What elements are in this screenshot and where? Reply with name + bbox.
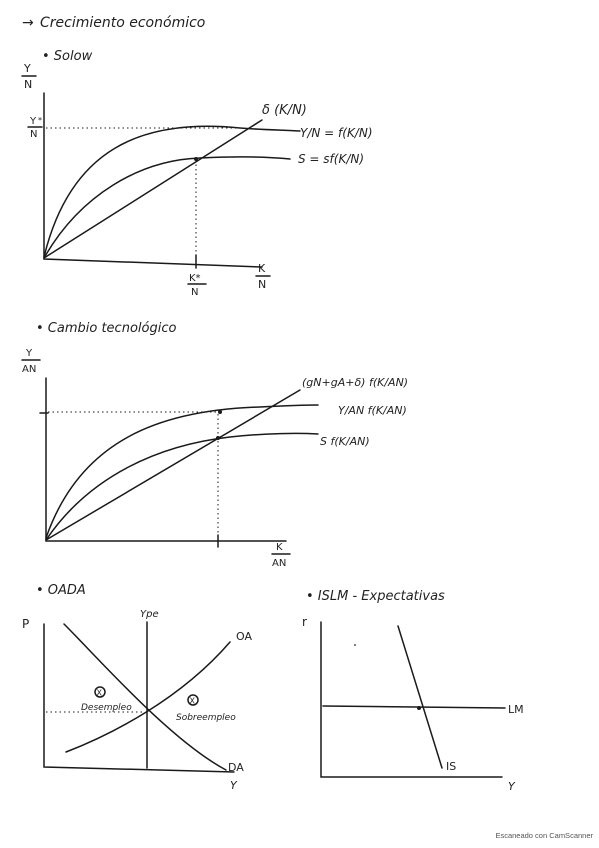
oada-left-marker: X bbox=[96, 688, 102, 698]
islm-is-label: IS bbox=[446, 760, 457, 773]
islm-axes bbox=[321, 622, 502, 777]
solow-production-label: Y/N = f(K/N) bbox=[300, 126, 373, 140]
oada-section-title: • OADA bbox=[36, 583, 86, 598]
islm-stray-dot bbox=[354, 644, 356, 646]
solow-saving-label: S = sf(K/N) bbox=[298, 152, 365, 166]
solow-ystar-bottom: N bbox=[30, 129, 38, 140]
solow-steady-state-point bbox=[194, 157, 198, 161]
islm-section-title: • ISLM - Expectativas bbox=[306, 589, 445, 604]
oada-supply-curve bbox=[66, 642, 230, 752]
solow-kstar-bottom: N bbox=[191, 287, 199, 298]
islm-section bbox=[302, 589, 524, 793]
page-title: Crecimiento económico bbox=[40, 15, 206, 31]
islm-x-axis-label: Y bbox=[508, 780, 515, 793]
oada-x-axis-label: Y bbox=[230, 779, 237, 792]
tech-section bbox=[22, 321, 408, 569]
tech-x-axis-top: K bbox=[276, 542, 283, 553]
tech-steady-state-point bbox=[216, 436, 220, 440]
solow-section bbox=[22, 49, 373, 298]
tech-axes bbox=[46, 378, 286, 541]
oada-vertical-label: Ype bbox=[140, 609, 159, 620]
solow-depreciation-label: δ (K/N) bbox=[262, 103, 307, 118]
solow-production-curve bbox=[44, 126, 300, 257]
islm-lm-label: LM bbox=[508, 703, 524, 716]
oada-y-axis-label: P bbox=[22, 617, 30, 631]
islm-lm-curve bbox=[323, 706, 505, 708]
solow-kstar-top: K* bbox=[189, 273, 201, 284]
scanner-watermark: Escaneado con CamScanner bbox=[495, 831, 593, 840]
heading-arrow: → bbox=[22, 15, 34, 31]
solow-y-axis-bottom: N bbox=[24, 78, 33, 91]
solow-ystar-sub: * bbox=[38, 116, 42, 125]
oada-right-region-label: Sobreempleo bbox=[176, 713, 236, 723]
islm-y-axis-label: r bbox=[302, 615, 307, 629]
solow-ystar-top: Y bbox=[30, 116, 37, 127]
islm-equilibrium-point bbox=[417, 706, 421, 710]
oada-demand-curve bbox=[64, 624, 226, 770]
tech-x-axis-bottom: AN bbox=[272, 558, 287, 569]
tech-y-axis-top: Y bbox=[26, 348, 33, 359]
oada-right-marker: X bbox=[189, 696, 195, 706]
tech-saving-label: S f(K/AN) bbox=[320, 435, 370, 448]
oada-supply-label: OA bbox=[236, 630, 252, 643]
tech-y-axis-bottom: AN bbox=[22, 364, 37, 375]
oada-section bbox=[22, 583, 252, 792]
tech-production-curve bbox=[46, 405, 318, 538]
solow-section-title: • Solow bbox=[42, 49, 93, 64]
tech-saving-curve bbox=[46, 433, 318, 540]
solow-saving-curve bbox=[44, 157, 290, 258]
islm-is-curve bbox=[398, 626, 442, 768]
tech-section-title: • Cambio tecnológico bbox=[36, 321, 177, 336]
tech-production-label: Y/AN f(K/AN) bbox=[338, 404, 407, 417]
solow-depreciation-line bbox=[44, 120, 262, 258]
oada-left-region-label: Desempleo bbox=[81, 703, 132, 713]
tech-production-point bbox=[218, 410, 222, 414]
solow-axes bbox=[44, 93, 262, 267]
tech-depreciation-label: (gN+gA+δ) f(K/AN) bbox=[302, 376, 409, 389]
oada-demand-label: DA bbox=[228, 761, 244, 774]
solow-y-axis-top: Y bbox=[24, 62, 31, 75]
solow-x-axis-top: K bbox=[258, 262, 266, 275]
solow-x-axis-bottom: N bbox=[258, 278, 267, 291]
